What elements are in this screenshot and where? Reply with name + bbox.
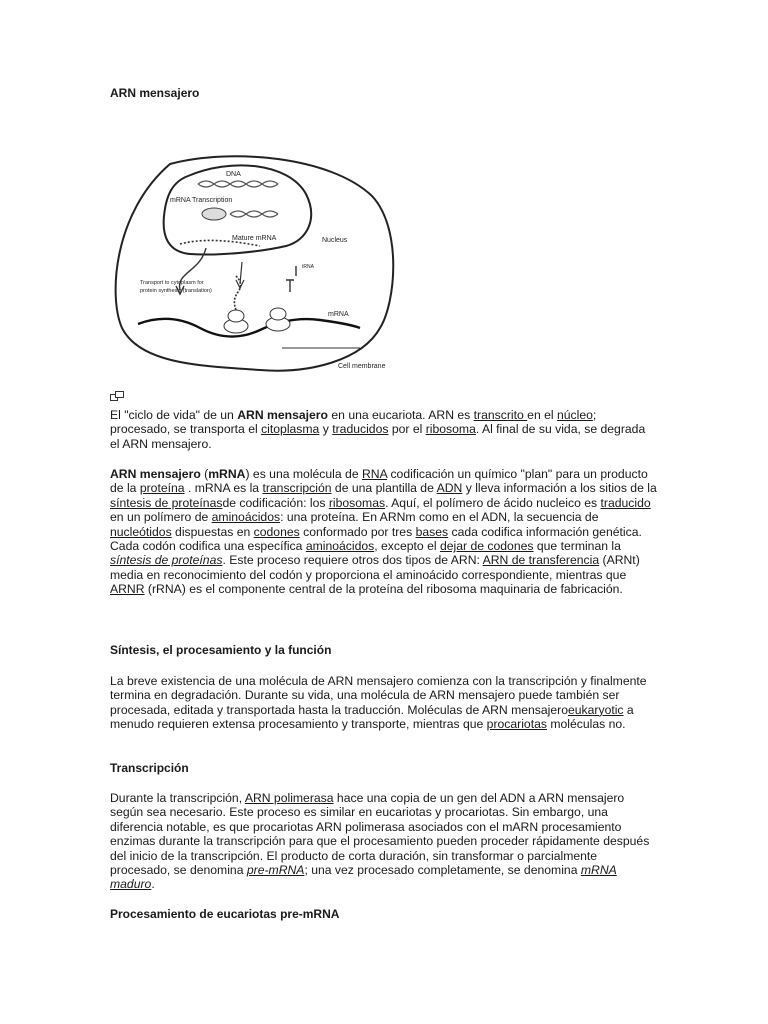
section-heading-procesamiento: Procesamiento de eucariotas pre-mRNA [110,907,340,921]
link-transcrito[interactable]: transcrito [473,408,528,422]
link-aminoacidos[interactable]: aminoácidos [211,510,281,525]
protein-chain [234,276,240,310]
link-codones[interactable]: codones [253,524,300,539]
link-traducidos[interactable]: traducidos [332,422,389,437]
link-aminoacidos-2[interactable]: aminoácidos [305,539,375,554]
link-sintesis-proteinas-2[interactable]: síntesis de proteínas [110,553,223,568]
section-sintesis-paragraph: La breve existencia de una molécula de ARN mensajero comienza con la transcripción y finalmente termina en degradación. Durante su vida, una molécula de ARN mensajero puede también ser procesada, editada y transportada hasta la traducción. Moléculas de ARN mensajeroeukaryotic a menudo requieren extensa procesamiento y transporte, mientras que procariotas moléculas no. [110,674,647,732]
link-procariotas[interactable]: procariotas [486,717,547,732]
section-heading-sintesis: Síntesis, el procesamiento y la función [110,643,332,657]
link-arn-transferencia[interactable]: ARN de transferencia [482,553,600,568]
cytoplasm-mrna [138,319,360,337]
label-transport-2: protein synthesis (translation) [140,288,212,294]
link-mrna-maduro[interactable]: mRNA maduro [110,863,617,892]
link-eukaryotic[interactable]: eukaryotic [567,702,624,717]
page-title: ARN mensajero [110,86,200,100]
figure-caption: El "ciclo de vida" de un ARN mensajero en una eucariota. ARN es transcrito en el núcleo; procesado, se transporta el citoplasma y traducidos por el ribosoma. Al final de su vida, se degrada el ARN mensajero. [110,408,646,451]
link-nucleo[interactable]: núcleo [557,408,593,422]
link-citoplasma[interactable]: citoplasma [261,422,320,437]
enlarge-icon[interactable] [110,391,124,401]
label-trna: tRNA [302,264,314,270]
link-ribosoma[interactable]: ribosoma [425,422,476,437]
cell-membrane-outline [116,156,394,370]
dna-strand [230,211,278,217]
link-nucleotidos[interactable]: nucleótidos [110,524,172,539]
link-transcripcion[interactable]: transcripción [262,481,332,496]
link-ribosomas[interactable]: ribosomas [328,495,386,510]
label-nucleus: Nucleus [322,237,348,244]
link-bases[interactable]: bases [415,524,449,539]
ribosome [266,308,290,331]
polymerase [202,208,226,220]
link-arn-polimerasa[interactable]: ARN polimerasa [244,791,334,805]
link-traducido[interactable]: traducido [600,495,651,510]
link-rna[interactable]: RNA [362,467,388,481]
link-pre-mrna[interactable]: pre-mRNA [246,863,305,878]
link-adn[interactable]: ADN [436,481,463,496]
ribosome [224,310,248,333]
label-transport-1: Transport to cytoplasm for [140,280,204,286]
trna [286,266,296,292]
link-sintesis-proteinas[interactable]: síntesis de proteínas [110,495,223,510]
label-mature-mrna: Mature mRNA [232,235,277,242]
link-proteina[interactable]: proteína [139,481,185,496]
label-mrna: mRNA [328,311,349,318]
link-dejar-de-codones[interactable]: dejar de codones [439,539,534,554]
mrna-life-cycle-diagram [110,152,400,382]
intro-paragraph: ARN mensajero (mRNA) es una molécula de RNA codificación un químico "plan" para un producto de la proteína . mRNA es la transcripción de una plantilla de ADN y lleva información a los sitios de la síntesis de proteínasde codificación: los ribosomas. Aquí, el polímero de ácido nucleico es traducido en un polímero de aminoácidos: una proteína. En ARNm como en el ADN, la secuencia de nucleótidos dispuestas en codones conformado por tres bases cada codifica información genética. Cada codón codifica una específica aminoácidos, excepto el dejar de codones que terminan la síntesis de proteínas. Este proceso requiere otros dos tipos de ARN: ARN de transferencia (ARNt) media en reconocimiento del codón y proporciona el aminoácido correspondiente, mientras que ARNR (rRNA) es el componente central de la proteína del ribosoma maquinaria de fabricación. [110,467,657,597]
section-transcripcion-paragraph: Durante la transcripción, ARN polimerasa hace una copia de un gen del ADN a ARN mensajero según sea necesario. Este proceso es similar en eucariotas y procariotas. Sin embargo, una diferencia notable, es que procariotas ARN polimerasa asociados con el mARN procesamiento enzimas durante la transcripción para que el procesamiento pueden proceder rápidamente después del inicio de la transcripción. El producto de corta duración, sin transformar o parcialmente procesado, se denomina pre-mRNA; una vez procesado completamente, se denomina mRNA maduro. [110,791,650,892]
section-heading-transcripcion: Transcripción [110,761,189,775]
label-dna: DNA [226,171,241,178]
label-cell-membrane: Cell membrane [338,363,386,370]
link-arnr[interactable]: ARNR [110,582,145,597]
dna-strand [230,211,278,217]
label-transcription: mRNA Transcription [170,197,233,204]
